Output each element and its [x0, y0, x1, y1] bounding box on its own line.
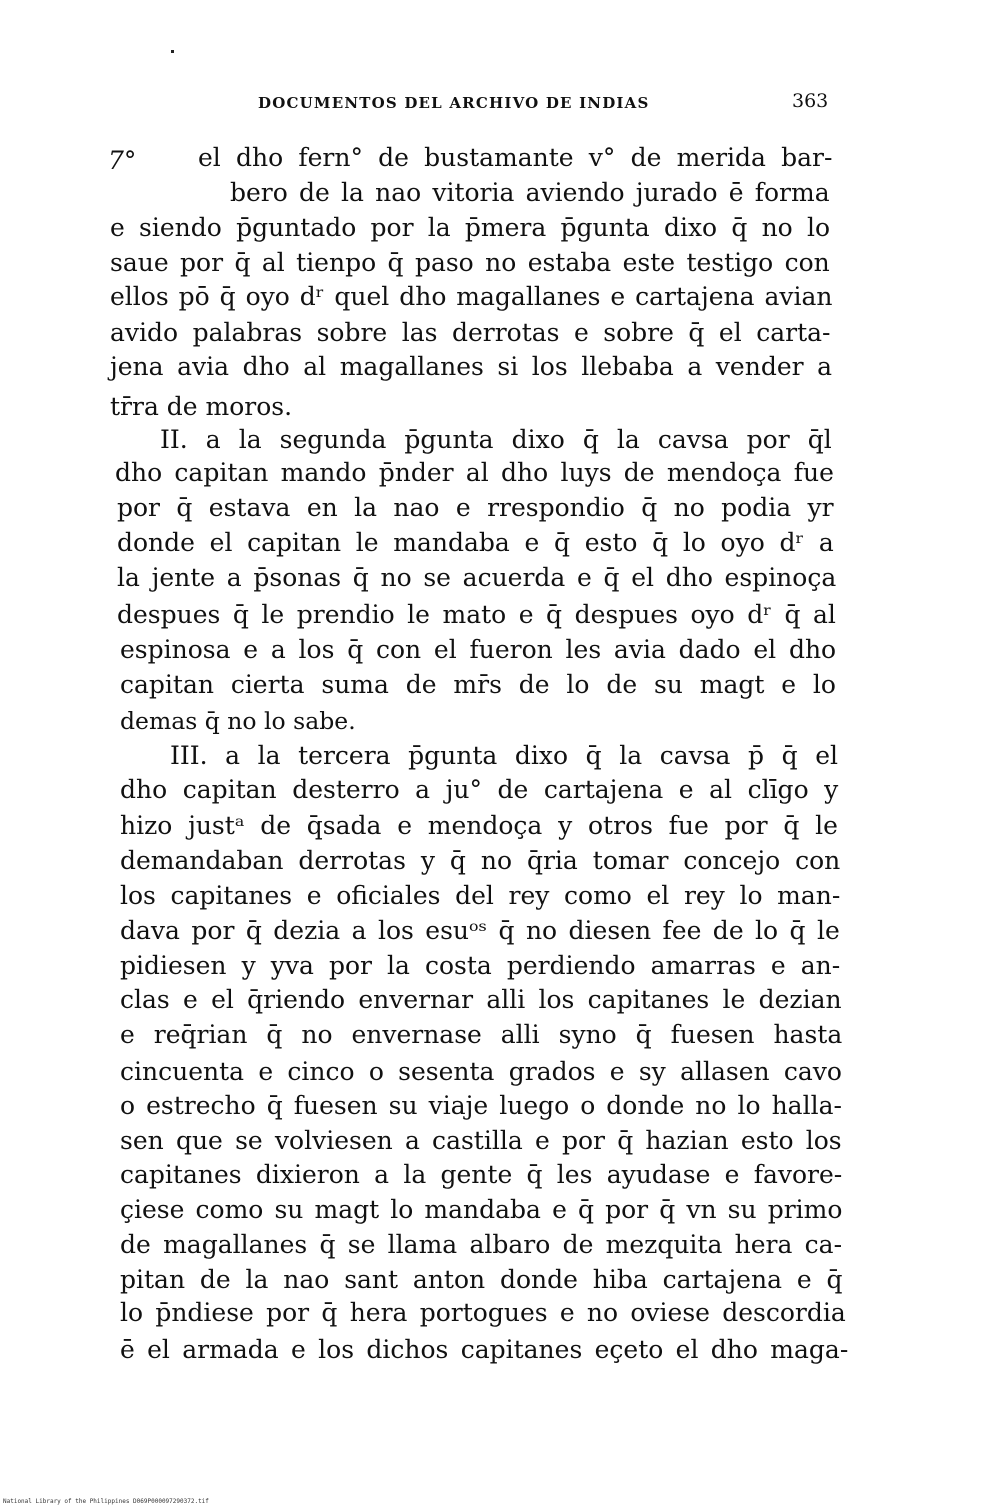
speck-mark: [171, 50, 174, 53]
text-line: ē el armada e los dichos capitanes eçeto el dho maga-: [120, 1335, 849, 1364]
text-line: de magallanes q̄ se llama albaro de mezquita hera ca-: [120, 1230, 843, 1259]
text-line: III. a la tercera p̄gunta dixo q̄ la cavsa p̄ q̄ el: [170, 741, 839, 770]
text-line: avido palabras sobre las derrotas e sobre q̄ el carta-: [110, 318, 831, 347]
text-line: pidiesen y yva por la costa perdiendo amarras e an-: [120, 951, 841, 980]
text-line: despues q̄ le prendio le mato e q̄ despues oyo dʳ q̄ al: [117, 600, 836, 629]
running-header-title: DOCUMENTOS DEL ARCHIVO DE INDIAS: [258, 94, 650, 112]
text-line: ellos pō q̄ oyo dʳ quel dho magallanes e cartajena avian: [110, 282, 833, 311]
text-line: cincuenta e cinco o sesenta grados e sy allasen cavo: [120, 1057, 842, 1086]
text-line: clas e el q̄riendo envernar alli los capitanes le dezian: [120, 985, 842, 1014]
text-line: bero de la nao vitoria aviendo jurado ē forma: [230, 178, 830, 207]
text-line: el dho fern° de bustamante v° de merida bar-: [198, 143, 833, 172]
text-line: espinosa e a los q̄ con el fueron les avia dado el dho: [120, 635, 837, 664]
text-line: capitanes dixieron a la gente q̄ les ayudase e favore-: [120, 1160, 843, 1189]
page-number: 363: [792, 90, 829, 112]
text-line: II. a la segunda p̄gunta dixo q̄ la cavsa por q̄l: [160, 425, 832, 454]
text-line: demandaban derrotas y q̄ no q̄ria tomar concejo con: [120, 846, 841, 875]
text-line: hizo justᵃ de q̄sada e mendoça y otros fue por q̄ le: [120, 811, 838, 840]
text-line: dava por q̄ dezia a los esuᵒˢ q̄ no diesen fee de lo q̄ le: [120, 916, 840, 945]
text-line: tr̄ra de moros.: [110, 392, 293, 421]
text-line: dho capitan desterro a ju° de cartajena e al clīgo y: [120, 775, 839, 804]
text-line: sen que se volviesen a castilla e por q̄ hazian esto los: [120, 1126, 842, 1155]
text-line: dho capitan mando p̄nder al dho luys de mendoça fue: [115, 458, 834, 487]
text-line: o estrecho q̄ fuesen su viaje luego o donde no lo halla-: [120, 1091, 842, 1120]
text-line: los capitanes e oficiales del rey como el rey lo man-: [120, 881, 841, 910]
text-line: capitan cierta suma de mr̄s de lo de su magt e lo: [120, 670, 836, 699]
scan-footer: National Library of the Philippines D069P000097290372.tif: [3, 1498, 209, 1505]
text-line: por q̄ estava en la nao e rrespondio q̄ no podia yr: [117, 493, 834, 522]
witness-number-marker: 7°: [108, 146, 137, 175]
text-line: lo p̄ndiese por q̄ hera portogues e no oviese descordia: [120, 1298, 846, 1327]
text-line: saue por q̄ al tienpo q̄ paso no estaba este testigo con: [110, 248, 830, 277]
text-line: donde el capitan le mandaba e q̄ esto q̄ lo oyo dʳ a: [117, 528, 834, 557]
text-line: jena avia dho al magallanes si los llebaba a vender a: [110, 352, 833, 381]
text-line: la jente a p̄sonas q̄ no se acuerda e q̄ el dho espinoça: [117, 563, 837, 592]
text-line: demas q̄ no lo sabe.: [120, 707, 356, 735]
text-line: pitan de la nao sant anton donde hiba cartajena e q̄: [120, 1265, 843, 1294]
text-line: e siendo p̄guntado por la p̄mera p̄gunta dixo q̄ no lo: [110, 213, 831, 242]
text-line: e req̄rian q̄ no envernase alli syno q̄ fuesen hasta: [120, 1020, 843, 1049]
text-line: çiese como su magt lo mandaba e q̄ por q̄ vn su primo: [120, 1195, 843, 1224]
